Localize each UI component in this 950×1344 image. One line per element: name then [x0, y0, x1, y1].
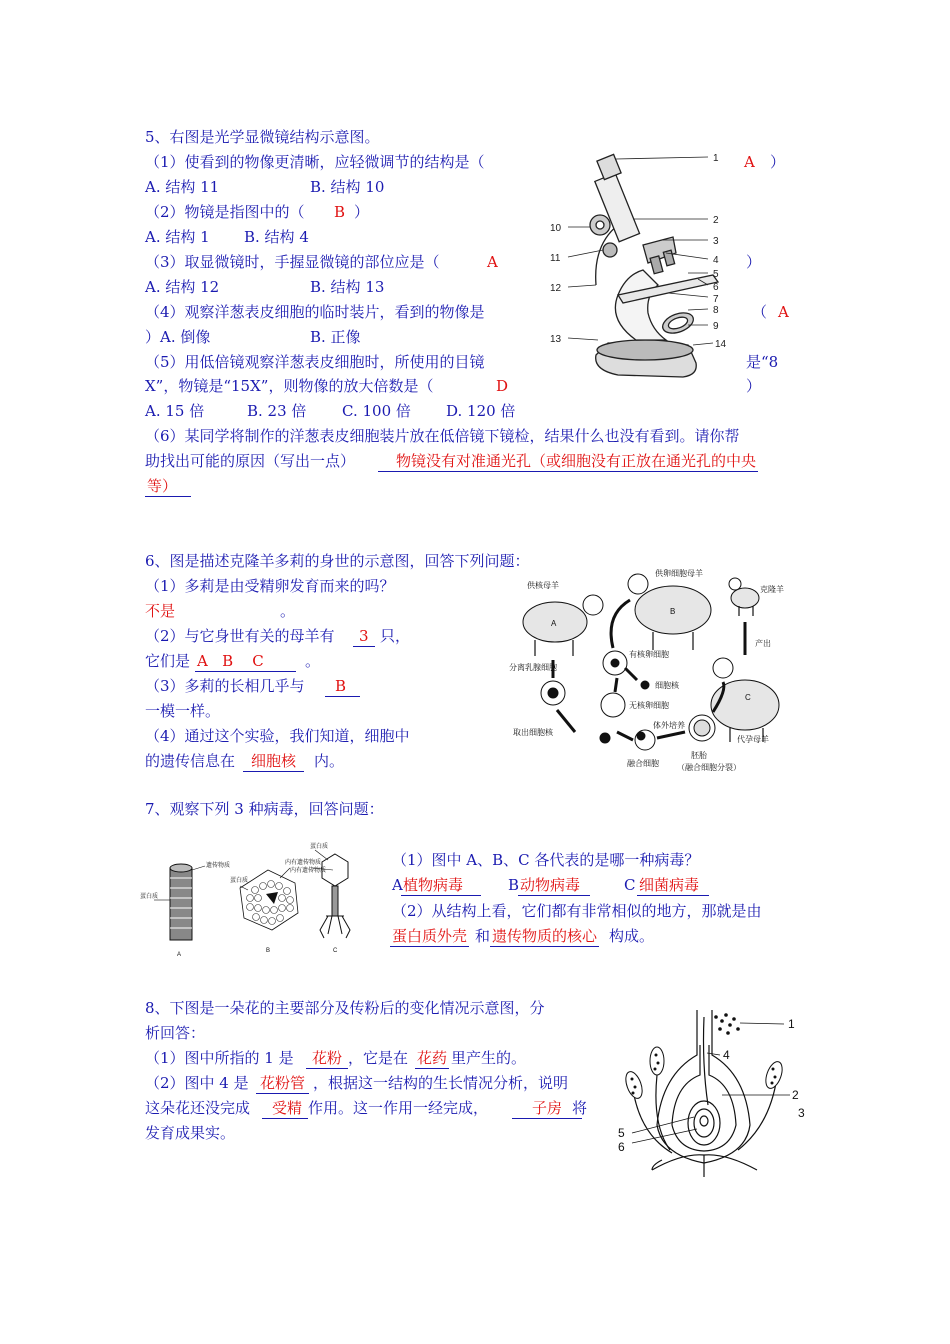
clone-fig-label: 供卵细胞母羊 [655, 569, 703, 578]
clone-fig-label: 产出 [755, 639, 771, 648]
q5-s5-opt-b: B. 23 倍 [247, 402, 307, 420]
q6-s4-b: 的遗传信息在 [145, 752, 236, 770]
clone-fig-label: 无核卵细胞 [629, 701, 669, 710]
q5-s5-answer: D [496, 377, 509, 395]
q8-s1-mid: ，它是在 [348, 1049, 409, 1067]
q5-s2-end: ） [354, 203, 370, 221]
microscope-label: 11 [550, 253, 561, 264]
q8-s2-answer-c: 子房 [512, 1098, 582, 1119]
microscope-label: 6 [713, 282, 719, 293]
q8-s2-end-b: 将 [572, 1099, 588, 1117]
q8-s1-end: 里产生的。 [451, 1049, 527, 1067]
q7-and: 和 [475, 927, 491, 945]
q5-s3-opt-b: B. 结构 13 [310, 278, 385, 296]
q6-s4: （4）通过这个实验，我们知道，细胞中 [145, 727, 410, 745]
q5-s1-answer: A [744, 153, 755, 171]
q5-s6-answer-line2: 等） [145, 476, 191, 497]
q8-s2-c: 发育成果实。 [145, 1124, 236, 1142]
q6-s2-answer-b: A B C [195, 651, 296, 672]
q5-s3-end: ） [746, 253, 762, 271]
flower-label: 6 [618, 1140, 625, 1154]
q5-s6-b: 助找出可能的原因（写出一点） [145, 452, 356, 470]
q5-s2: （2）物镜是指图中的（ [145, 203, 305, 221]
q5-s5-tail: 是“8 [746, 353, 779, 371]
q7-s1: （1）图中 A、B、C 各代表的是哪一种病毒？ [392, 851, 700, 869]
q6-s1: （1）多莉是由受精卵发育而来的吗？ [145, 577, 395, 595]
microscope-label: 5 [713, 269, 719, 280]
microscope-label: 1 [713, 153, 719, 164]
clone-fig-label: 克隆羊 [760, 585, 784, 594]
q5-s1-opt-b: B. 结构 10 [310, 178, 385, 196]
clone-fig-label: 体外培养 [653, 721, 685, 730]
clone-fig-label: C [745, 693, 751, 702]
q8-s1: （1）图中所指的 1 是 [145, 1049, 294, 1067]
q8-title-b: 析回答： [145, 1024, 206, 1042]
virus-fig-label: A [177, 952, 182, 958]
q5-s6: （6）某同学将制作的洋葱表皮细胞装片放在低倍镜下镜检，结果什么也没有看到。请你帮 [145, 427, 740, 445]
microscope-label: 13 [550, 334, 562, 345]
virus-figure [140, 838, 385, 963]
microscope-label: 8 [713, 305, 719, 316]
q5-title: 5、右图是光学显微镜结构示意图。 [145, 128, 380, 146]
q6-s1-answer: 不是 [145, 602, 176, 620]
q5-s2-answer: B [334, 203, 346, 221]
q6-s2-answer: 3 [353, 626, 375, 647]
q8-s2-answer-b: 受精 [262, 1098, 308, 1119]
q7-s2: （2）从结构上看，它们都有非常相似的地方，那就是由 [392, 902, 762, 920]
q6-s2: （2）与它身世有关的母羊有 [145, 627, 335, 645]
q5-s1: （1）使看到的物像更清晰，应轻微调节的结构是（ [145, 153, 485, 171]
q8-s2-answer: 花粉管 [256, 1073, 309, 1094]
q7-answer-2: 遗传物质的核心 [492, 927, 598, 945]
q5-s4-answer: A [778, 303, 789, 321]
q8-s1-answer-2: 花药 [417, 1049, 448, 1067]
q8-s2-b: 这朵花还没完成 [145, 1099, 251, 1117]
clone-fig-label: B [670, 607, 676, 616]
q5-s4-opt-b: B. 正像 [310, 328, 361, 346]
q8-s2-mid-b: 作用。这一作用一经完成， [308, 1099, 489, 1117]
flower-label: 3 [798, 1106, 805, 1120]
q5-s2-opt-a: A. 结构 1 [145, 228, 210, 246]
q7-b-label: B [508, 876, 520, 894]
q6-s4-end: 内。 [314, 752, 345, 770]
q5-s5-b: X”，物镜是“15X”，则物像的放大倍数是（ [145, 377, 434, 395]
q7-title: 7、观察下列 3 种病毒，回答问题： [145, 800, 384, 818]
virus-fig-label: 内有遗传物质 [290, 868, 327, 874]
q5-s4: （4）观察洋葱表皮细胞的临时装片，看到的物像是 [145, 303, 485, 321]
clone-fig-label: 取出细胞核 [513, 728, 553, 737]
q5-s3-answer: A [487, 253, 498, 271]
flower-figure [612, 1005, 812, 1180]
virus-fig-label: 遗传物质 [206, 863, 231, 869]
clone-sheep-figure [505, 560, 795, 790]
flower-label: 2 [792, 1088, 799, 1102]
flower-label: 4 [723, 1048, 730, 1062]
q5-s1-end: ） [770, 153, 786, 171]
q8-s1-answer-1: 花粉 [306, 1048, 348, 1069]
q7-answer-1: 蛋白质外壳 [392, 927, 468, 945]
q5-s4-opt-a: ）A. 倒像 [145, 328, 211, 346]
q7-a-answer: 植物病毒 [401, 875, 481, 896]
q5-s5-opt-d: D. 120 倍 [446, 402, 516, 420]
microscope-label: 14 [715, 339, 727, 350]
q5-s1-opt-a: A. 结构 11 [145, 178, 220, 196]
clone-fig-label: 供核母羊 [527, 581, 559, 590]
microscope-label: 7 [713, 294, 719, 305]
clone-fig-label: A [551, 619, 557, 628]
q5-s5-end: ） [746, 377, 762, 395]
clone-fig-label: 有核卵细胞 [629, 650, 669, 659]
virus-fig-label: 内有遗传物质 [285, 860, 322, 866]
q7-a-label: A [392, 876, 403, 894]
q6-s2-end-b: 。 [305, 652, 321, 670]
virus-fig-label: B [266, 948, 271, 954]
microscope-label: 3 [713, 236, 719, 247]
q5-s3-opt-a: A. 结构 12 [145, 278, 220, 296]
clone-fig-label: （融合细胞分裂） [677, 763, 741, 772]
microscope-label: 9 [713, 321, 719, 332]
q6-s2-b: 它们是 [145, 652, 191, 670]
microscope-label: 12 [550, 283, 562, 294]
virus-fig-label: 蛋白质 [310, 844, 329, 850]
clone-fig-label: 分离乳腺细胞 [509, 663, 557, 672]
q5-s5: （5）用低倍镜观察洋葱表皮细胞时，所使用的目镜 [145, 353, 485, 371]
clone-fig-label: 代孕母羊 [737, 735, 769, 744]
microscope-label: 4 [713, 255, 719, 266]
microscope-figure [548, 145, 748, 385]
q7-c-answer: 细菌病毒 [637, 875, 709, 896]
flower-label: 5 [618, 1126, 625, 1140]
q6-s3-answer: B [325, 676, 360, 697]
q5-s3: （3）取显微镜时，手握显微镜的部位应是（ [145, 253, 440, 271]
q8-title: 8、下图是一朵花的主要部分及传粉后的变化情况示意图，分 [145, 999, 545, 1017]
q6-s4-answer: 细胞核 [243, 751, 304, 772]
virus-fig-label: C [333, 948, 338, 954]
q6-s1-end: 。 [280, 602, 296, 620]
virus-fig-label: 蛋白质 [140, 894, 159, 900]
q6-s2-end: 只， [380, 627, 411, 645]
q6-s3-b: 一模一样。 [145, 702, 221, 720]
clone-fig-label: 胚胎 [691, 751, 707, 760]
microscope-label: 10 [550, 223, 562, 234]
q7-b-answer: 动物病毒 [518, 875, 590, 896]
q5-s6-answer-line1: 物镜没有对准通光孔（或细胞没有正放在通光孔的中央 [378, 451, 758, 472]
clone-fig-label: 细胞核 [655, 681, 679, 690]
q7-c-label: C [624, 876, 636, 894]
flower-label: 1 [788, 1017, 795, 1031]
q6-s3: （3）多莉的长相几乎与 [145, 677, 305, 695]
q7-end: 构成。 [609, 927, 655, 945]
q5-s5-opt-c: C. 100 倍 [342, 402, 411, 420]
clone-fig-label: 融合细胞 [627, 759, 659, 768]
q8-s2: （2）图中 4 是 [145, 1074, 249, 1092]
virus-fig-label: 蛋白质 [230, 878, 249, 884]
q8-s2-mid: ，根据这一结构的生长情况分析，说明 [313, 1074, 569, 1092]
q5-s4-paren: （ [752, 303, 768, 321]
q5-s5-opt-a: A. 15 倍 [145, 402, 205, 420]
microscope-label: 2 [713, 215, 719, 226]
q6-title: 6、图是描述克隆羊多莉的身世的示意图，回答下列问题： [145, 552, 530, 570]
q5-s2-opt-b: B. 结构 4 [244, 228, 309, 246]
